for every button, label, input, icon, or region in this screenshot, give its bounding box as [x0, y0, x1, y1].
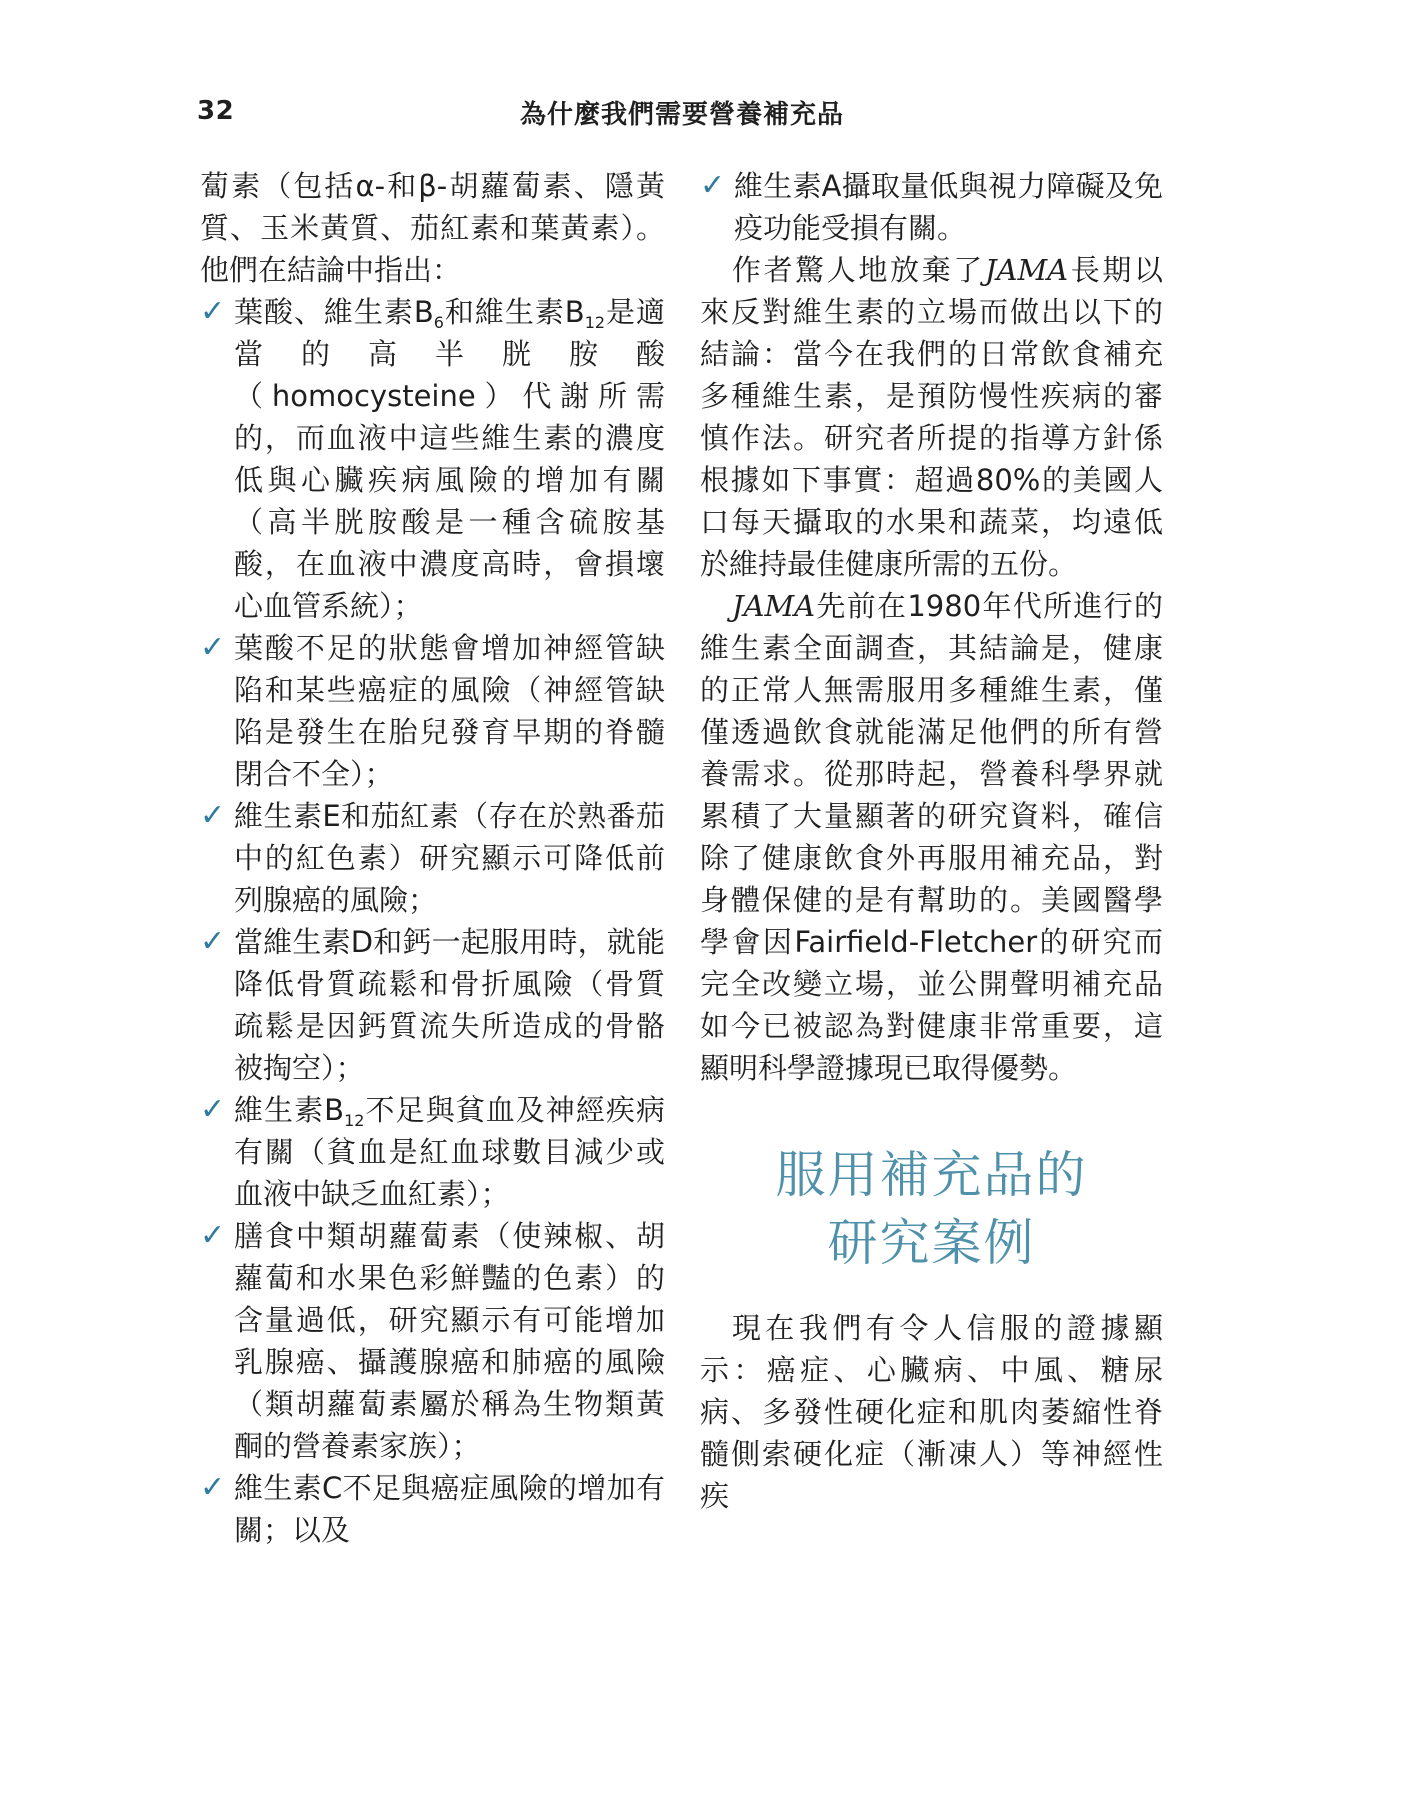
check-icon: ✓ [200, 1470, 226, 1505]
list-item [200, 1467, 665, 1551]
page-number: 32 [197, 96, 235, 126]
journal-name: JAMA [984, 253, 1069, 287]
item-text: 葉酸不足的狀態會增加神經管缺陷和某些癌症的風險（神經管缺陷是發生在胎兒發育早期的脊髓閉合不全）； [234, 631, 665, 791]
list-item [700, 165, 1163, 249]
body-paragraph: 現在我們有令人信服的證據顯示：癌症、心臟病、中風、糖尿病、多發性硬化症和肌肉萎縮性脊髓側索硬化症（漸凍人）等神經性疾 [700, 1311, 1163, 1513]
check-icon: ✓ [700, 168, 726, 203]
item-text: 當維生素D和鈣一起服用時，就能降低骨質疏鬆和骨折風險（骨質疏鬆是因鈣質流失所造成的骨骼被掏空）； [234, 925, 665, 1085]
subscript: 12 [584, 313, 606, 332]
check-icon: ✓ [200, 924, 226, 959]
item-text: 不足與貧血及神經疾病有關（貧血是紅血球數目減少或血液中缺乏血紅素）； [234, 1093, 665, 1211]
paragraph-text: 作者驚人地放棄了 [731, 253, 985, 287]
list-item [200, 1089, 665, 1215]
check-icon: ✓ [200, 1092, 226, 1127]
subscript: 12 [344, 1111, 365, 1130]
check-icon: ✓ [200, 294, 226, 329]
item-text: 維生素A攝取量低與視力障礙及免疫功能受損有關。 [734, 169, 1163, 245]
list-item [200, 627, 665, 795]
list-item [200, 795, 665, 921]
findings-list [200, 291, 665, 1551]
item-text: 維生素C不足與癌症風險的增加有關；以及 [234, 1471, 665, 1547]
item-text: 維生素B [234, 1093, 345, 1127]
check-icon: ✓ [200, 630, 226, 665]
section-heading-line: 研究案例 [827, 1214, 1036, 1272]
section-heading-line: 服用補充品的 [775, 1146, 1088, 1204]
journal-name: JAMA [731, 589, 816, 623]
check-icon: ✓ [200, 798, 226, 833]
right-column [700, 165, 1163, 1517]
list-item [200, 291, 665, 627]
list-item [200, 1215, 665, 1467]
list-item [200, 921, 665, 1089]
item-text: 維生素E和茄紅素（存在於熟番茄中的紅色素）研究顯示可降低前列腺癌的風險； [234, 799, 665, 917]
body-paragraph [700, 585, 1163, 1089]
check-icon: ✓ [200, 1218, 226, 1253]
paragraph-text: 先前在1980年代所進行的維生素全面調查，其結論是，健康的正常人無需服用多種維生素，僅僅透過飲食就能滿足他們的所有營養需求。從那時起，營養科學界就累積了大量顯著的研究資料，確信除了健康飲食外再服用補充品，對身體保健的是有幫助的。美國醫學學會因Fairfield-Fletcher的研究而完全改變立場，並公開聲明補充品如今已被認為對健康非常重要，這顯明科學證據現已取得優勢。 [700, 589, 1163, 1085]
subscript: 6 [433, 313, 444, 332]
item-text: 葉酸、維生素B [234, 295, 434, 329]
running-head: 為什麼我們需要營養補充品 [520, 100, 845, 130]
item-text: 是適當的高半胱胺酸（homocysteine）代謝所需的，而血液中這些維生素的濃度低與心臟疾病風險的增加有關（高半胱胺酸是一種含硫胺基酸，在血液中濃度高時，會損壞心血管系統）； [234, 295, 665, 623]
left-column [200, 165, 665, 1551]
paragraph-text: 長期以來反對維生素的立場而做出以下的結論：當今在我們的日常飲食補充多種維生素，是預防慢性疾病的審慎作法。研究者所提的指導方針係根據如下事實：超過80%的美國人口每天攝取的水果和蔬菜，均遠低於維持最佳健康所需的五份。 [700, 253, 1163, 581]
body-paragraph [700, 249, 1163, 585]
item-text: 和維生素B [443, 295, 585, 329]
item-text: 膳食中類胡蘿蔔素（使辣椒、胡蘿蔔和水果色彩鮮豔的色素）的含量過低，研究顯示有可能增加乳腺癌、攝護腺癌和肺癌的風險（類胡蘿蔔素屬於稱為生物類黃酮的營養素家族）； [234, 1219, 665, 1463]
intro-paragraph: 蔔素（包括α-和β-胡蘿蔔素、隱黃質、玉米黃質、茄紅素和葉黃素）。他們在結論中指出： [200, 169, 665, 287]
findings-list-continued [700, 165, 1163, 249]
section-heading [700, 1141, 1163, 1277]
